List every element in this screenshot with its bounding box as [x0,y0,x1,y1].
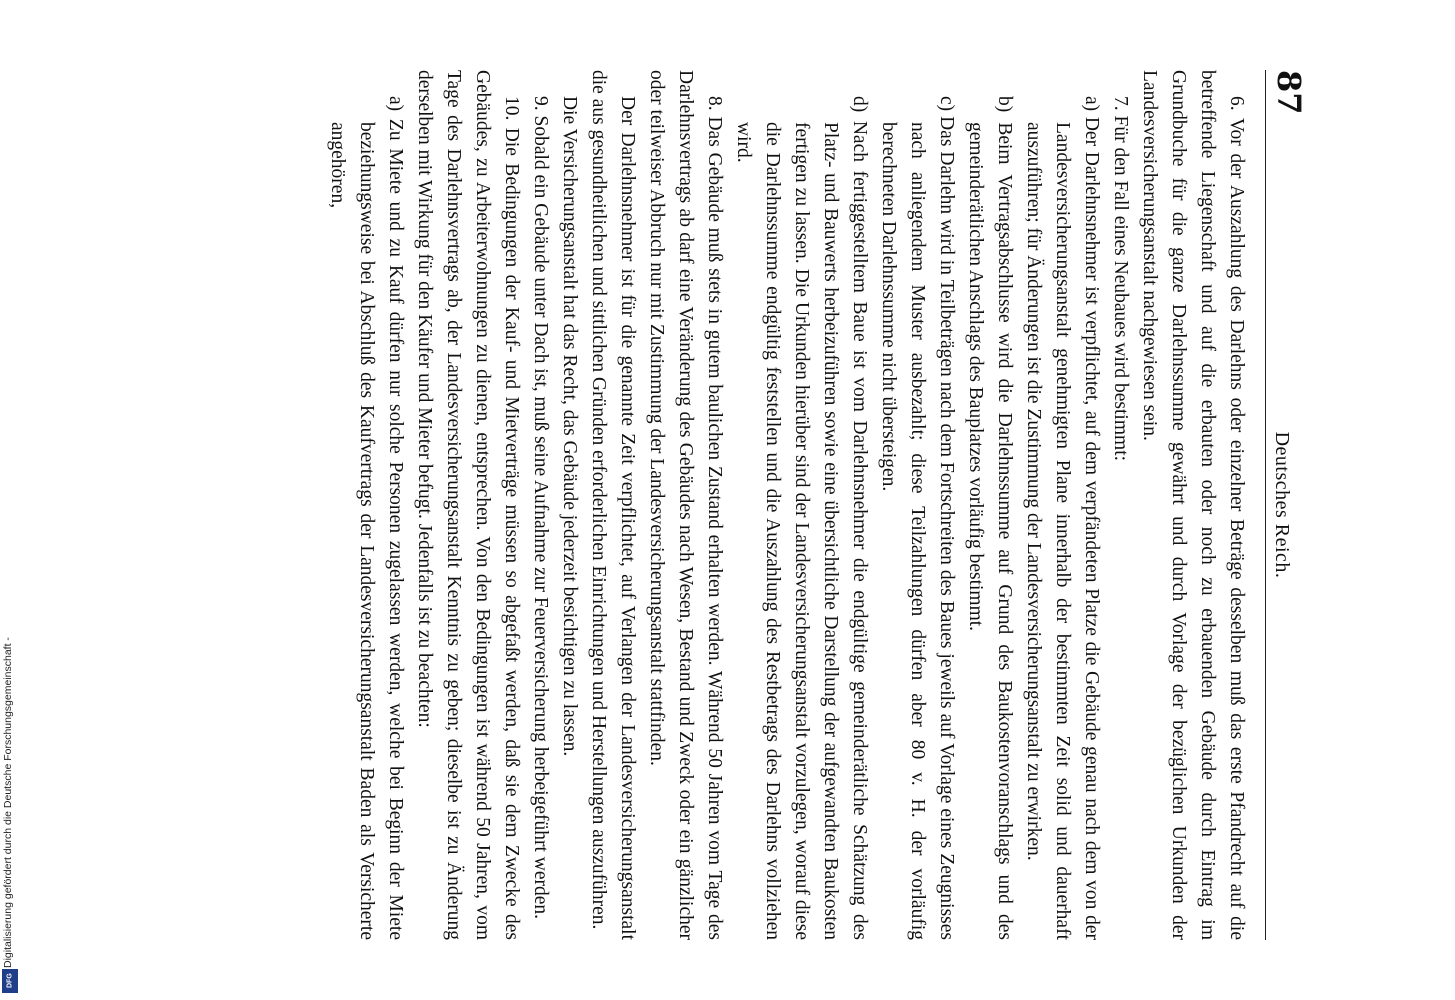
paragraph-8b: Der Darlehnsnehmer ist für die genannte Zeit verpflichtet, auf Verlangen der Landesversicherungsanstalt die aus gesundheitlichen und sittlichen Gründen erforderlichen Einrichtungen und Herstellungen auszuführen. [588,70,638,940]
page-content [323,70,1308,940]
paragraph-10a: a) Zu Miete und zu Kauf dürfen nur solche Personen zugelassen werden, welche bei Beginn der Miete beziehungsweise bei Abschluß des Kaufvertrags der Landesversicherungsanstalt Baden als Versicherte angehören, [327,96,406,940]
digitization-sidebar [0,0,24,1000]
paragraph-10: 10. Die Bedingungen der Kauf- und Mietverträge müssen so abgefaßt werden, daß sie dem Zwecke des Gebäudes, zu Arbeiterwohnungen zu dienen, entsprechen. Von den Bedingungen ist während 50 Jahren, vom Tage des Darlehnsvertrags ab, der Landesversicherungsanstalt Kenntnis zu geben; dieselbe ist zu Änderung derselben mit Wirkung für den Käufer und Mieter befugt. Jedenfalls ist zu beachten: [414,70,522,940]
paragraph-6: 6. Vor der Auszahlung des Darlehns oder einzelner Beträge desselben muß das erste Pfandrecht auf die betreffende Liegenschaft und auf die erbauten oder noch zu erbauenden Gebäude durch Eintrag im Grundbuche für die ganze Darlehnssumme gewährt und durch Vorlage der bezüglichen Urkunden der Landesversicherungsanstalt nachgewiesen sein. [1139,70,1247,940]
rotated-page [140,0,1400,1000]
paragraph-8c: Die Versicherungsanstalt hat das Recht, das Gebäude jederzeit besichtigen zu lassen. [559,96,580,757]
body-text [323,70,1251,940]
paragraph-9: 9. Sobald ein Gebäude unter Dach ist, muß seine Aufnahme zur Feuerversicherung herbeigeführt werden. [530,96,551,920]
dfg-logo: DFG [2,969,18,993]
paragraph-7b: b) Beim Vertragsabschlusse wird die Darlehnssumme auf Grund des Baukostenvoranschlags und des gemeinderätlichen Anschlags des Bauplatzes vorläufig bestimmt. [965,96,1015,940]
paragraph-7-intro: 7. Für den Fall eines Neubaues wird bestimmt: [1110,96,1131,462]
page-number: 87 [1270,70,1308,115]
dfg-credit-text: Digitalisierung gefördert durch die Deutsche Forschungsgemeinschaft - [2,637,14,968]
paragraph-7d: d) Nach fertiggestelltem Baue ist vom Darlehnsnehmer die endgültige gemeinderätliche Schätzung des Platz- und Bauwerts herbeizuführen sowie eine übersichtliche Darstellung der aufgewandten Baukosten fertigen zu lassen. Die Urkunden hierüber sind der Landesversicherungsanstalt vorzulegen, worauf diese die Darlehnssumme endgültig feststellen und die Auszahlung des Restbetrags des Darlehns vollziehen wird. [733,96,870,940]
paragraph-7a: a) Der Darlehnsnehmer ist verpflichtet, auf dem verpfändeten Platze die Gebäude genau nach dem von der Landesversicherungsanstalt genehmigten Plane innerhalb der bestimmten Zeit solid und dauerhaft auszuführen; für Änderungen ist die Zustimmung der Landesversicherungsanstalt zu erwirken. [1023,96,1102,940]
page-header [1265,70,1308,940]
paragraph-8a: 8. Das Gebäude muß stets in gutem baulichen Zustand erhalten werden. Während 50 Jahren vom Tage des Darlehnsvertrags ab darf eine Veränderung des Gebäudes nach Wesen, Bestand und Zweck oder ein gänzlicher oder teilweiser Abbruch nur mit Zustimmung der Landesversicherungsanstalt stattfinden. [646,70,725,940]
paragraph-7c: c) Das Darlehn wird in Teilbeträgen nach dem Fortschreiten des Baues jeweils auf Vorlage eines Zeugnisses nach anliegendem Muster ausbezahlt; diese Teilzahlungen dürfen aber 80 v. H. der vorläufig berechneten Darlehnssumme nicht übersteigen. [878,96,957,940]
running-head: Deutsches Reich. [1271,431,1293,579]
